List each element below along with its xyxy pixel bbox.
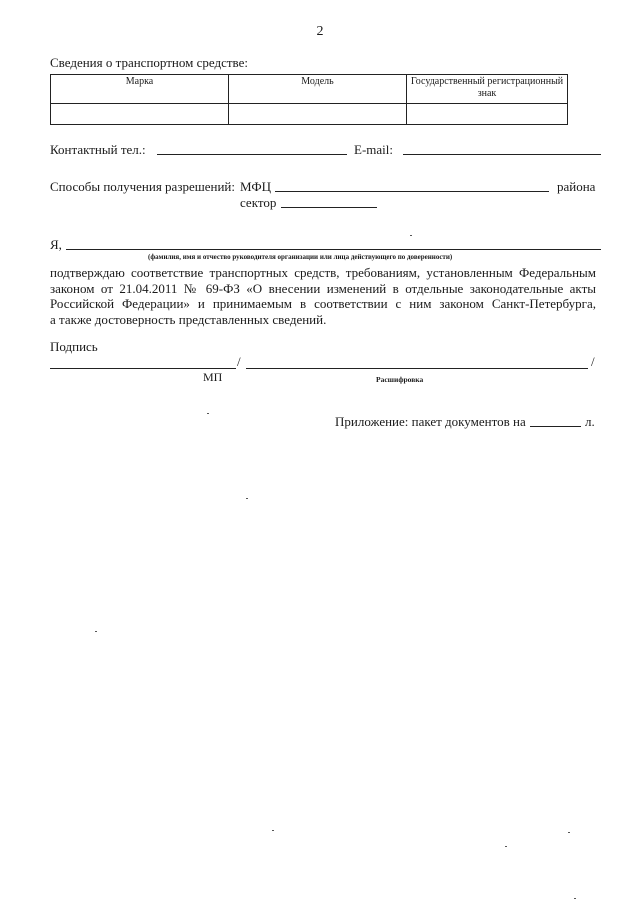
sector-field[interactable] <box>281 207 377 208</box>
attachment-pages-field[interactable] <box>530 426 581 427</box>
vehicle-section-title: Сведения о транспортном средстве: <box>50 55 248 70</box>
mfc-district-field[interactable] <box>275 191 549 192</box>
column-header-registration-plate: Государственный регистрационный знак <box>407 75 568 104</box>
phone-field[interactable] <box>157 154 347 155</box>
scan-speck <box>505 846 507 847</box>
cell-brand[interactable] <box>51 104 229 125</box>
attachment-unit: л. <box>585 414 595 429</box>
district-label: района <box>557 179 596 194</box>
page-number: 2 <box>316 24 324 39</box>
signature-field[interactable] <box>50 368 236 369</box>
cell-registration-plate[interactable] <box>407 104 568 125</box>
scan-speck <box>246 498 248 499</box>
cell-model[interactable] <box>229 104 407 125</box>
signature-decoding-field[interactable] <box>246 368 588 369</box>
declarant-name-field[interactable] <box>66 249 601 250</box>
column-header-brand: Марка <box>51 75 229 104</box>
declaration-line: Российской Федерации» и принимаемым в соответствии с ним законом Санкт-Петербурга, <box>50 296 596 311</box>
vehicle-table <box>50 74 568 125</box>
email-label: E-mail: <box>354 142 393 157</box>
scan-speck <box>410 235 412 236</box>
scan-speck <box>568 832 570 833</box>
signature-slash-left: / <box>237 354 241 369</box>
mfc-label: МФЦ <box>240 179 272 194</box>
declarant-prefix: Я, <box>50 237 62 252</box>
declaration-text <box>50 265 596 327</box>
scan-speck <box>272 830 274 831</box>
table-row <box>51 104 568 125</box>
column-header-model: Модель <box>229 75 407 104</box>
table-header-row <box>51 75 568 104</box>
declaration-line: подтверждаю соответствие транспортных средств, требованиям, установленным Федеральным <box>50 265 596 280</box>
declaration-line: а также достоверность представленных сведений. <box>50 311 327 327</box>
scan-speck <box>207 413 209 414</box>
declaration-line: законом от 21.04.2011 № 69-ФЗ «О внесении изменений в отдельные законодательные акты <box>50 280 596 296</box>
stamp-label: МП <box>203 370 223 384</box>
email-field[interactable] <box>403 154 601 155</box>
declarant-name-caption: (фамилия, имя и отчество руководителя организации или лица действующего по доверенности) <box>148 253 453 261</box>
signature-slash-right: / <box>591 354 595 369</box>
sector-label: сектор <box>240 195 277 210</box>
phone-label: Контактный тел.: <box>50 142 146 157</box>
decoding-caption: Расшифровка <box>376 375 424 384</box>
attachment-label: Приложение: пакет документов на <box>335 414 526 429</box>
signature-label: Подпись <box>50 339 98 354</box>
scan-speck <box>574 898 576 899</box>
scan-speck <box>95 631 97 632</box>
permit-methods-label: Способы получения разрешений: <box>50 179 235 194</box>
